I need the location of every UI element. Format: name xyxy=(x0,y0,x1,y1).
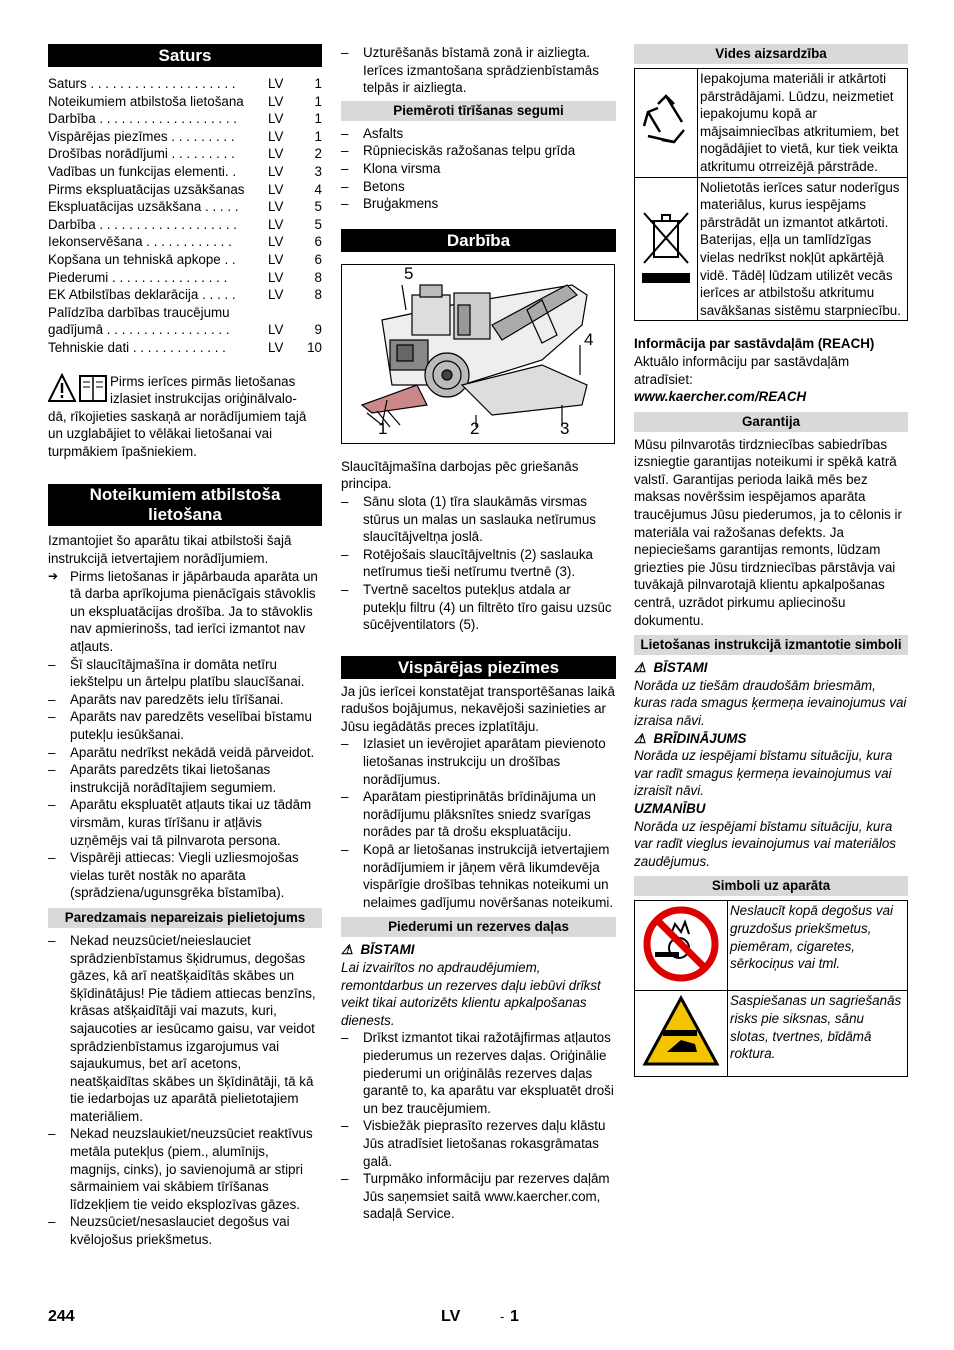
footer-page-index: 1 xyxy=(510,1308,519,1325)
list-item: – Uzturēšanās bīstamā zonā ir aizliegta. Ierīces izmantošana sprādzienbīstamās telpās ir aizliegta. xyxy=(341,44,616,97)
toc-entry[interactable] xyxy=(48,110,322,128)
toc-title: Darbība . . . . . . . . . . . . . . . . . . . xyxy=(48,111,238,127)
toc-entry[interactable] xyxy=(48,163,322,181)
danger-text: Norāda uz tiešām draudošām briesmām, kuras rada smagus ķermeņa ievainojumus vai izraisa nāvi. xyxy=(634,677,907,728)
subheading-surfaces: Piemēroti tīrīšanas segumi xyxy=(341,101,616,121)
surfaces-list xyxy=(341,125,616,213)
subheading-misuse: Paredzamais nepareizais pielietojums xyxy=(48,908,322,928)
list-item: – Šī slaucītājmašīna ir domāta netīru iekštelpu un ārtelpu platību slaucīšanai. xyxy=(48,656,322,691)
caution-label: UZMANĪBU xyxy=(634,800,706,816)
toc-entry[interactable] xyxy=(48,321,322,339)
toc-page: 1 xyxy=(314,76,322,91)
toc-title: Iekonservēšana . . . . . . . . . . . . xyxy=(48,234,232,250)
device-symbols-table xyxy=(634,900,908,1077)
toc-entry[interactable] xyxy=(48,304,322,322)
list-item: – Kopā ar lietošanas instrukcijā ietvertajiem norādījumiem ir jāņem vērā likumdevēja vispārīgie drošības tehnikas noteikumi un nelaimes gadījumu novēršanas noteikumi. xyxy=(341,841,616,911)
list-item: – Aparāts nav paredzēts ielu tīrīšanai. xyxy=(48,691,322,709)
section-heading-general: Vispārējas piezīmes xyxy=(341,656,616,679)
paragraph: Izmantojiet šo aparātu tikai atbilstoši šajā instrukcijā ietvertajiem norādījumiem. xyxy=(48,533,292,567)
toc-lang: LV xyxy=(268,181,284,197)
list-item: – Nekad neuzsūciet/neieslauciet sprādzienbīstamus šķidrumus, degošas gāzes, kā arī neatšķaidītās skābes un šķīdinātājus! Pie tādiem attiecas benzīns, krāsas atšķaidītāji vai mazuts, kuri, sajaucoties ar iesūcamo gaisu, var veidot sprādzienbīstamus izgarojumus vai sajaukumus, bet arī acetons, neatšķaidītas skābes un šķīdinātāji, tā kā tie iedarbojas uz aparātā pielietotajiem materiāliem. xyxy=(48,932,322,1126)
list-item: – Rūpnieciskās ražošanas telpu grīda xyxy=(341,142,616,160)
list-item: – Aparāts paredzēts tikai lietošanas instrukcijā norādītajiem segumiem. xyxy=(48,761,322,796)
sweeper-illustration xyxy=(342,265,614,443)
toc-page: 8 xyxy=(314,269,322,285)
caution-text: Norāda uz iespējami bīstamu situāciju, kura var radīt vieglus ievainojumus vai materiālos zaudējumus. xyxy=(634,818,896,869)
toc-page: 8 xyxy=(314,287,322,303)
toc-page: 3 xyxy=(314,163,322,179)
toc-title: Saturs . . . . . . . . . . . . . . . . . . . . xyxy=(48,76,236,91)
table-of-contents xyxy=(48,75,322,357)
toc-title: Kopšana un tehniskā apkope . . xyxy=(48,251,236,267)
crushing-hazard-icon xyxy=(635,991,728,1077)
intro-text: dā, rīkojieties saskaņā ar norādījumiem tajā un uzglabājiet to vēlākai lietošanai vai turpmākiem īpašniekiem. xyxy=(48,408,307,459)
footer-lang: LV xyxy=(441,1308,461,1325)
warning-triangle-icon: ⚠ xyxy=(634,730,647,746)
toc-page xyxy=(298,304,322,322)
toc-page: 6 xyxy=(314,234,322,250)
toc-page: 1 xyxy=(314,93,322,109)
list-item: – Vispārēji attiecas: Viegli uzliesmojošas vielas turēt nostāk no aparāta (sprādziena/ugunsgrēka bīstamība). xyxy=(48,849,322,902)
figure-label: 1 xyxy=(378,418,388,438)
toc-entry[interactable] xyxy=(48,75,322,93)
toc-lang: LV xyxy=(268,199,284,215)
list-item: – Tvertnē saceltos putekļus atdala ar putekļu filtru (4) un filtrēto tīro gaisu uzsūc sūcējventilators (5). xyxy=(341,581,616,634)
list-item: – Neuzsūciet/nesaslauciet degošus vai kvēlojošus priekšmetus. xyxy=(48,1213,322,1248)
column-2 xyxy=(341,44,616,1223)
general-list xyxy=(341,735,616,911)
toc-lang: LV xyxy=(268,269,284,285)
toc-lang: LV xyxy=(268,216,284,232)
toc-lang: LV xyxy=(268,93,284,109)
intro-text: izlasiet instrukcijas oriģinālvalo- xyxy=(110,391,297,407)
subheading-warranty: Garantija xyxy=(634,412,908,432)
warning-triangle-icon: ⚠ xyxy=(341,942,354,958)
warning-text: Norāda uz iespējami bīstamu situāciju, kura var radīt smagus ķermeņa ievainojumus vai izraisīt nāvi. xyxy=(634,748,893,799)
intended-use-list xyxy=(48,656,322,902)
list-item: – Betons xyxy=(341,178,616,196)
list-item: – Rotējošais slaucītājveltnis (2) saslauka netīrumus tieši netīrumu tvertnē (3). xyxy=(341,546,616,581)
list-item: – Bruģakmens xyxy=(341,195,616,213)
paragraph: Slaucītājmašīna darbojas pēc griešanās principa. xyxy=(341,458,579,492)
toc-page: 5 xyxy=(314,216,322,232)
column-3 xyxy=(634,44,908,1077)
paragraph: Ja jūs ierīcei konstatējat transportēšanas laikā radušos bojājumus, nekavējoši sazinieties ar Jūsu iegādātās preces izplatītāju. xyxy=(341,683,615,734)
list-item: – Izlasiet un ievērojiet aparātam pievienoto lietošanas instrukciju un drošības norādījumus. xyxy=(341,735,616,788)
toc-entry[interactable] xyxy=(48,128,322,146)
toc-page: 6 xyxy=(314,251,322,267)
reach-text: Aktuālo informāciju par sastāvdaļām atradīsiet: xyxy=(634,353,850,387)
section-heading-intended-use: Noteikumiem atbilstoša lietošana xyxy=(48,484,322,526)
toc-entry[interactable] xyxy=(48,145,322,163)
toc-lang: LV xyxy=(268,146,284,162)
toc-entry[interactable] xyxy=(48,93,322,111)
toc-entry[interactable] xyxy=(48,233,322,251)
toc-page: 4 xyxy=(314,181,322,197)
figure-label: 4 xyxy=(584,329,594,349)
list-item: – Sānu slota (1) tīra slaukāmās virsmas stūrus un malas un saslauka netīrumus slaucītājveltņa joslā. xyxy=(341,493,616,546)
toc-title: Vadības un funkcijas elementi. . xyxy=(48,163,237,179)
instruction-step: ➔ Pirms lietošanas ir jāpārbauda aparāta un tā darba aprīkojuma pienācīgais stāvoklis un ekspluatācijas drošība. Ja to stāvoklis nav apmierinošs, tad ierīci izmantot nav atļauts. xyxy=(48,568,322,656)
warranty-text: Mūsu pilnvarotās tirdzniecības sabiedrības izsniegtie garantijas noteikumi ir spēkā katrā valstī. Garantijas perioda laikā mēs bez maksas novēršsim iespējamos aparāta traucējumus Jūsu piederumos, ja to cēlonis ir materiāla vai ražošanas defekts. Ja nepieciešams garantijas remonts, lūdzam griezties pie Jūsu tirdzniecības pārstāvja vai tuvākajā pilnvarotajā klientu apkalpošanas centrā, uzrādot pirkumu apliecinošu dokumentu. xyxy=(634,436,902,628)
toc-title: Ekspluatācijas uzsākšana . . . . . xyxy=(48,199,239,215)
recycle-text: Iepakojuma materiāli ir atkārtoti pārstrādājami. Lūdzu, neizmetiet iepakojumu kopā ar mājsaimniecības atkritumiem, bet nogādājiet to vietā, kur tiek veikta atkritumu otrreizējā pārstrāde. xyxy=(698,69,908,178)
misuse-list xyxy=(48,932,322,1249)
toc-lang xyxy=(268,304,298,322)
toc-title: Noteikumiem atbilstoša lietošana xyxy=(48,93,244,109)
toc-page: 5 xyxy=(314,199,322,215)
toc-title: EK Atbilstības deklarācija . . . . . xyxy=(48,287,236,303)
toc-entry[interactable] xyxy=(48,181,322,199)
toc-lang: LV xyxy=(268,251,284,267)
figure-label: 2 xyxy=(470,418,480,438)
warning-triangle-icon: ⚠ xyxy=(634,660,647,676)
recycle-icon xyxy=(635,69,698,178)
reach-link[interactable]: www.kaercher.com/REACH xyxy=(634,389,807,405)
toc-title: Tehniskie dati . . . . . . . . . . . . . xyxy=(48,339,226,355)
list-item: – Aparātam piestiprinātās brīdinājuma un norādījumu plāksnītes sniedz svarīgas norādes par tā drošu ekspluatāciju. xyxy=(341,788,616,841)
toc-lang: LV xyxy=(268,128,284,144)
section-heading-function: Darbība xyxy=(341,229,616,252)
symbol-text: Neslaucīt kopā degošus vai gruzdošus priekšmetus, piemēram, cigaretes, sērkociņus vai tml. xyxy=(728,901,908,991)
toc-title: Piederumi . . . . . . . . . . . . . . . . xyxy=(48,269,228,285)
toc-lang: LV xyxy=(268,322,284,338)
toc-lang: LV xyxy=(268,287,284,303)
figure-label: 3 xyxy=(560,418,570,438)
list-item: – Asfalts xyxy=(341,125,616,143)
weee-text: Nolietotās ierīces satur noderīgus materiālus, kurus iespējams pārstrādāt un izmantot atkārtoti. Baterijas, eļļa un tamlīdzīgas vielas nedrīkst nokļūt apkārtējā vidē. Tādēļ lūdzam utilizēt vecās ierīces ar atbilstošu atkritumu savākšanas sistēmu starpniecību. xyxy=(698,177,908,321)
toc-page: 10 xyxy=(307,339,322,355)
toc-lang: LV xyxy=(268,234,284,250)
warning-manual-icon xyxy=(48,373,110,403)
toc-title: Vispārējas piezīmes . . . . . . . . . xyxy=(48,128,235,144)
figure-label: 5 xyxy=(404,263,414,283)
accessories-list xyxy=(341,1029,616,1223)
toc-lang: LV xyxy=(268,339,284,355)
list-item: – Aparāts nav paredzēts veselībai bīstamu putekļu iesūkšanai. xyxy=(48,708,322,743)
toc-entry[interactable] xyxy=(48,198,322,216)
toc-page: 2 xyxy=(314,146,322,162)
toc-entry[interactable] xyxy=(48,286,322,304)
weee-bin-icon xyxy=(635,177,698,321)
danger-label: ⚠ BĪSTAMI xyxy=(341,942,415,958)
danger-label: ⚠ BĪSTAMI xyxy=(634,660,708,676)
list-item: – Klona virsma xyxy=(341,160,616,178)
list-item: – Turpmāko informāciju par rezerves daļām Jūs saņemsiet saitā www.kaercher.com, sadaļā Service. xyxy=(341,1170,616,1223)
toc-entry[interactable] xyxy=(48,216,322,234)
reach-heading: Informācija par sastāvdaļām (REACH) xyxy=(634,336,875,352)
toc-title: Darbība . . . . . . . . . . . . . . . . . . . xyxy=(48,216,238,232)
toc-entry[interactable] xyxy=(48,269,322,287)
toc-title: gadījumā . . . . . . . . . . . . . . . . . xyxy=(48,322,230,338)
list-item: – Nekad neuzslaukiet/neuzsūciet reaktīvus metāla putekļus (piem., alumīnijs, magnijs, cinks), jo savienojumā ar stipri sārmainiem vai skābiem tīrīšanas līdzekļiem tie veido eksplozīvas gāzes. xyxy=(48,1125,322,1213)
toc-entry[interactable] xyxy=(48,251,322,269)
toc-title: Pirms ekspluatācijas uzsākšanas xyxy=(48,181,245,197)
subheading-symbols: Lietošanas instrukcijā izmantotie simboli xyxy=(634,635,908,655)
danger-text: Lai izvairītos no apdraudējumiem, remontdarbus un rezerves daļu iebūvi drīkst veikt tikai autorizēts klientu apkalpošanas dienests. xyxy=(341,960,601,1028)
intro-block xyxy=(48,373,322,461)
toc-entry[interactable] xyxy=(48,339,322,357)
environment-table xyxy=(634,68,908,321)
list-item: – Drīkst izmantot tikai ražotājfirmas atļautos piederumus un rezerves daļas. Oriģinālie piederumi un oriģinālās rezerves daļas garantē to, ka aparātu var ekspluatēt droši un bez traucējumiem. xyxy=(341,1029,616,1117)
list-item: – Visbiežāk pieprasīto rezerves daļu klāstu Jūs atradīsiet lietošanas rokasgrāmatas galā. xyxy=(341,1117,616,1170)
toc-lang: LV xyxy=(268,111,284,127)
toc-heading: Saturs xyxy=(48,44,322,67)
toc-page: 9 xyxy=(314,322,322,338)
no-burning-objects-icon xyxy=(635,901,728,991)
list-item: – Aparātu ekspluatēt atļauts tikai uz tādām virsmām, kuras tīrīšanu ir atļāvis uzņēmējs vai tā pilnvarota persona. xyxy=(48,796,322,849)
subheading-accessories: Piederumi un rezerves daļas xyxy=(341,917,616,937)
page-number: 244 xyxy=(48,1308,75,1325)
subheading-device-symbols: Simboli uz aparāta xyxy=(634,876,908,896)
toc-lang: LV xyxy=(268,76,284,91)
machine-figure xyxy=(341,264,615,444)
subheading-environment: Vides aizsardzība xyxy=(634,44,908,64)
toc-lang: LV xyxy=(268,163,284,179)
intro-text: Pirms ierīces pirmās lietošanas xyxy=(110,373,296,389)
toc-title: Palīdzība darbības traucējumu xyxy=(48,304,230,320)
symbol-text: Saspiešanas un sagriešanās risks pie siksnas, sānu slotas, tvertnes, bīdāmā roktura. xyxy=(728,991,908,1077)
list-item: – Aparātu nedrīkst nekādā veidā pārveidot. xyxy=(48,744,322,762)
footer-separator: - xyxy=(500,1309,505,1324)
toc-title: Drošības norādījumi . . . . . . . . . xyxy=(48,146,235,162)
function-list xyxy=(341,493,616,634)
warning-label: ⚠ BRĪDINĀJUMS xyxy=(634,730,747,746)
toc-page: 1 xyxy=(314,128,322,144)
toc-page: 1 xyxy=(314,111,322,127)
column-1 xyxy=(48,44,322,1249)
